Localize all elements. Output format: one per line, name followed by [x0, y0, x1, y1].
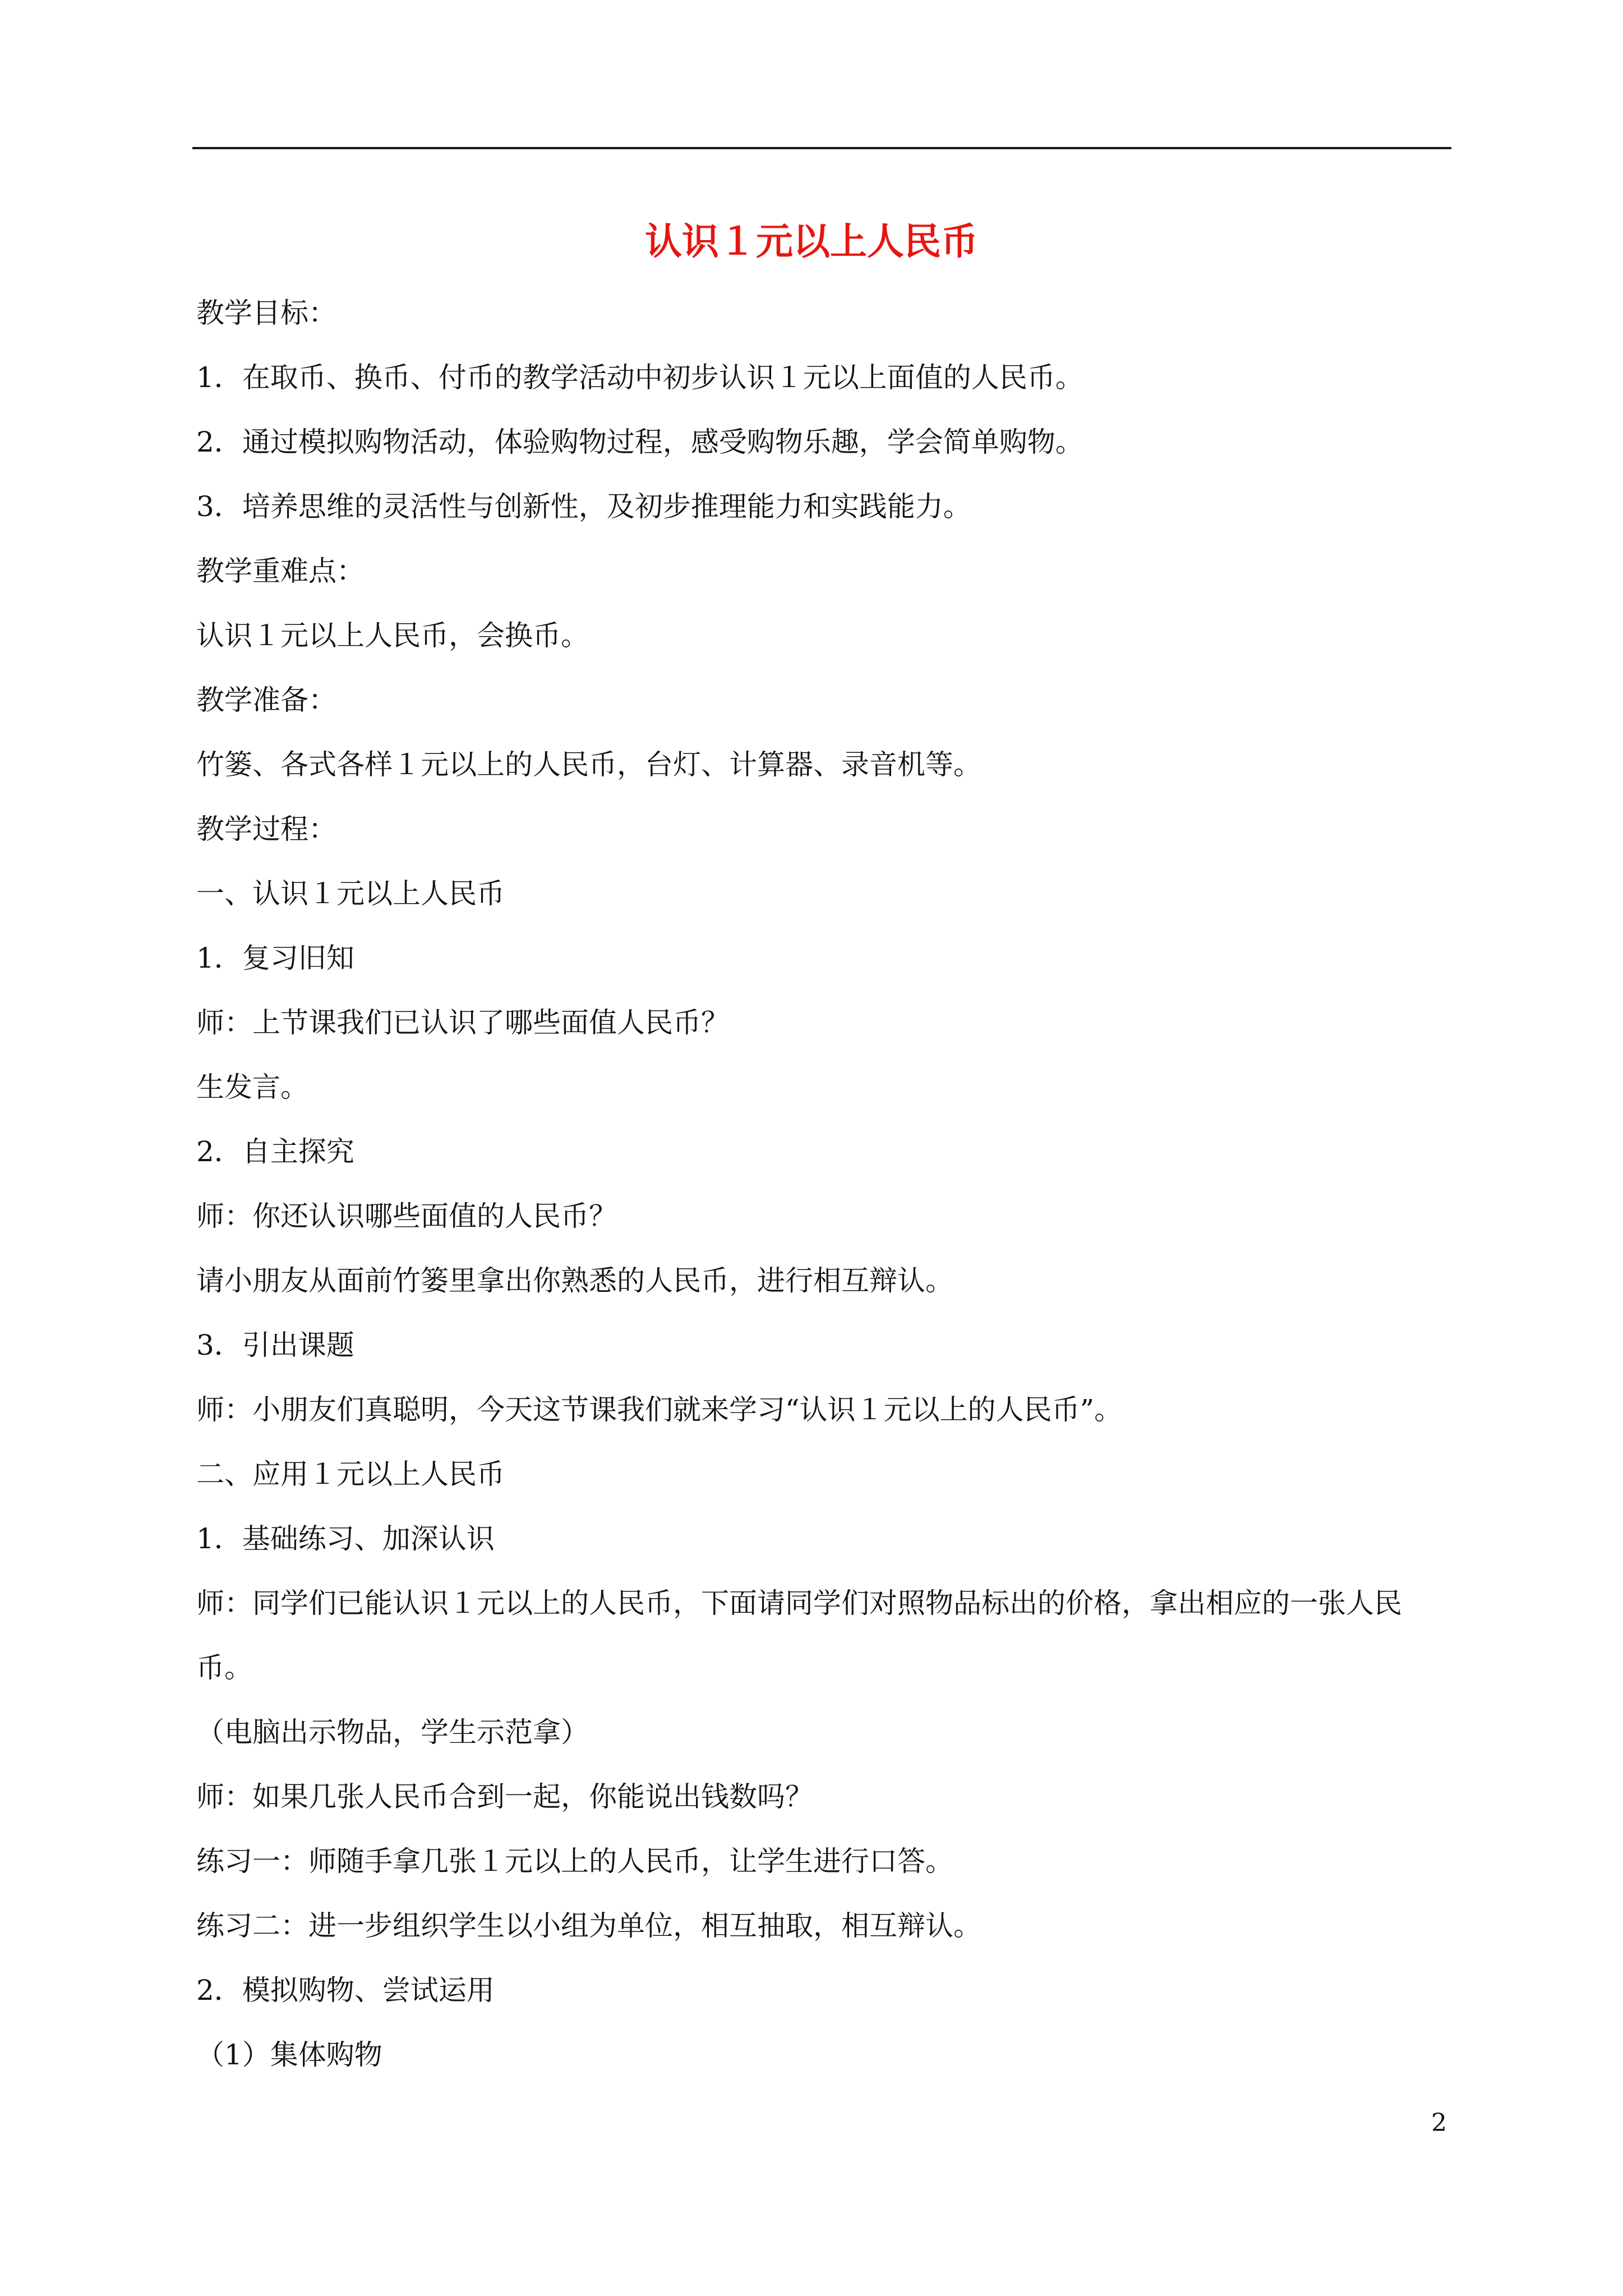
text-line: 2．通过模拟购物活动，体验购物过程，感受购物乐趣，学会简单购物。 [196, 426, 1083, 458]
text-line: 师：小朋友们真聪明，今天这节课我们就来学习“认识１元以上的人民币”。 [196, 1393, 1123, 1426]
page-number: 2 [1431, 2109, 1447, 2137]
text-line: 3．引出课题 [196, 1329, 354, 1361]
text-line: 3．培养思维的灵活性与创新性，及初步推理能力和实践能力。 [196, 490, 971, 523]
text-line: 1．基础练习、加深认识 [196, 1522, 495, 1555]
text-line: 师：如果几张人民币合到一起，你能说出钱数吗？ [196, 1780, 813, 1813]
text-line: 2．自主探究 [196, 1135, 354, 1168]
text-line: 1．复习旧知 [196, 942, 354, 974]
text-line: 练习二：进一步组织学生以小组为单位，相互抽取，相互辩认。 [196, 1910, 981, 1942]
text-line: 教学过程： [196, 813, 336, 845]
text-line: 币。 [196, 1651, 252, 1684]
text-line: 1．在取币、换币、付币的教学活动中初步认识１元以上面值的人民币。 [196, 361, 1083, 394]
text-line: 练习一：师随手拿几张１元以上的人民币，让学生进行口答。 [196, 1845, 953, 1878]
text-line: 师：你还认识哪些面值的人民币？ [196, 1200, 617, 1232]
text-line: 竹篓、各式各样１元以上的人民币，台灯、计算器、录音机等。 [196, 748, 981, 781]
text-line: 一、认识１元以上人民币 [196, 877, 505, 910]
text-line: 教学重难点： [196, 555, 365, 587]
text-line: 二、应用１元以上人民币 [196, 1458, 505, 1490]
text-line: 师：上节课我们已认识了哪些面值人民币？ [196, 1006, 729, 1039]
text-line: 教学目标： [196, 297, 336, 329]
text-line: 师：同学们已能认识１元以上的人民币，下面请同学们对照物品标出的价格，拿出相应的一张人民 [196, 1587, 1402, 1619]
text-line: 认识１元以上人民币，会换币。 [196, 619, 589, 652]
text-line: 2．模拟购物、尝试运用 [196, 1974, 495, 2007]
text-line: （电脑出示物品，学生示范拿） [196, 1716, 589, 1749]
text-line: 请小朋友从面前竹篓里拿出你熟悉的人民币，进行相互辩认。 [196, 1264, 953, 1297]
text-line: 生发言。 [196, 1071, 308, 1103]
header-rule [192, 147, 1451, 149]
text-line: （1）集体购物 [196, 2039, 382, 2071]
text-line: 教学准备： [196, 684, 336, 716]
document-title: 认识１元以上人民币 [645, 219, 978, 263]
